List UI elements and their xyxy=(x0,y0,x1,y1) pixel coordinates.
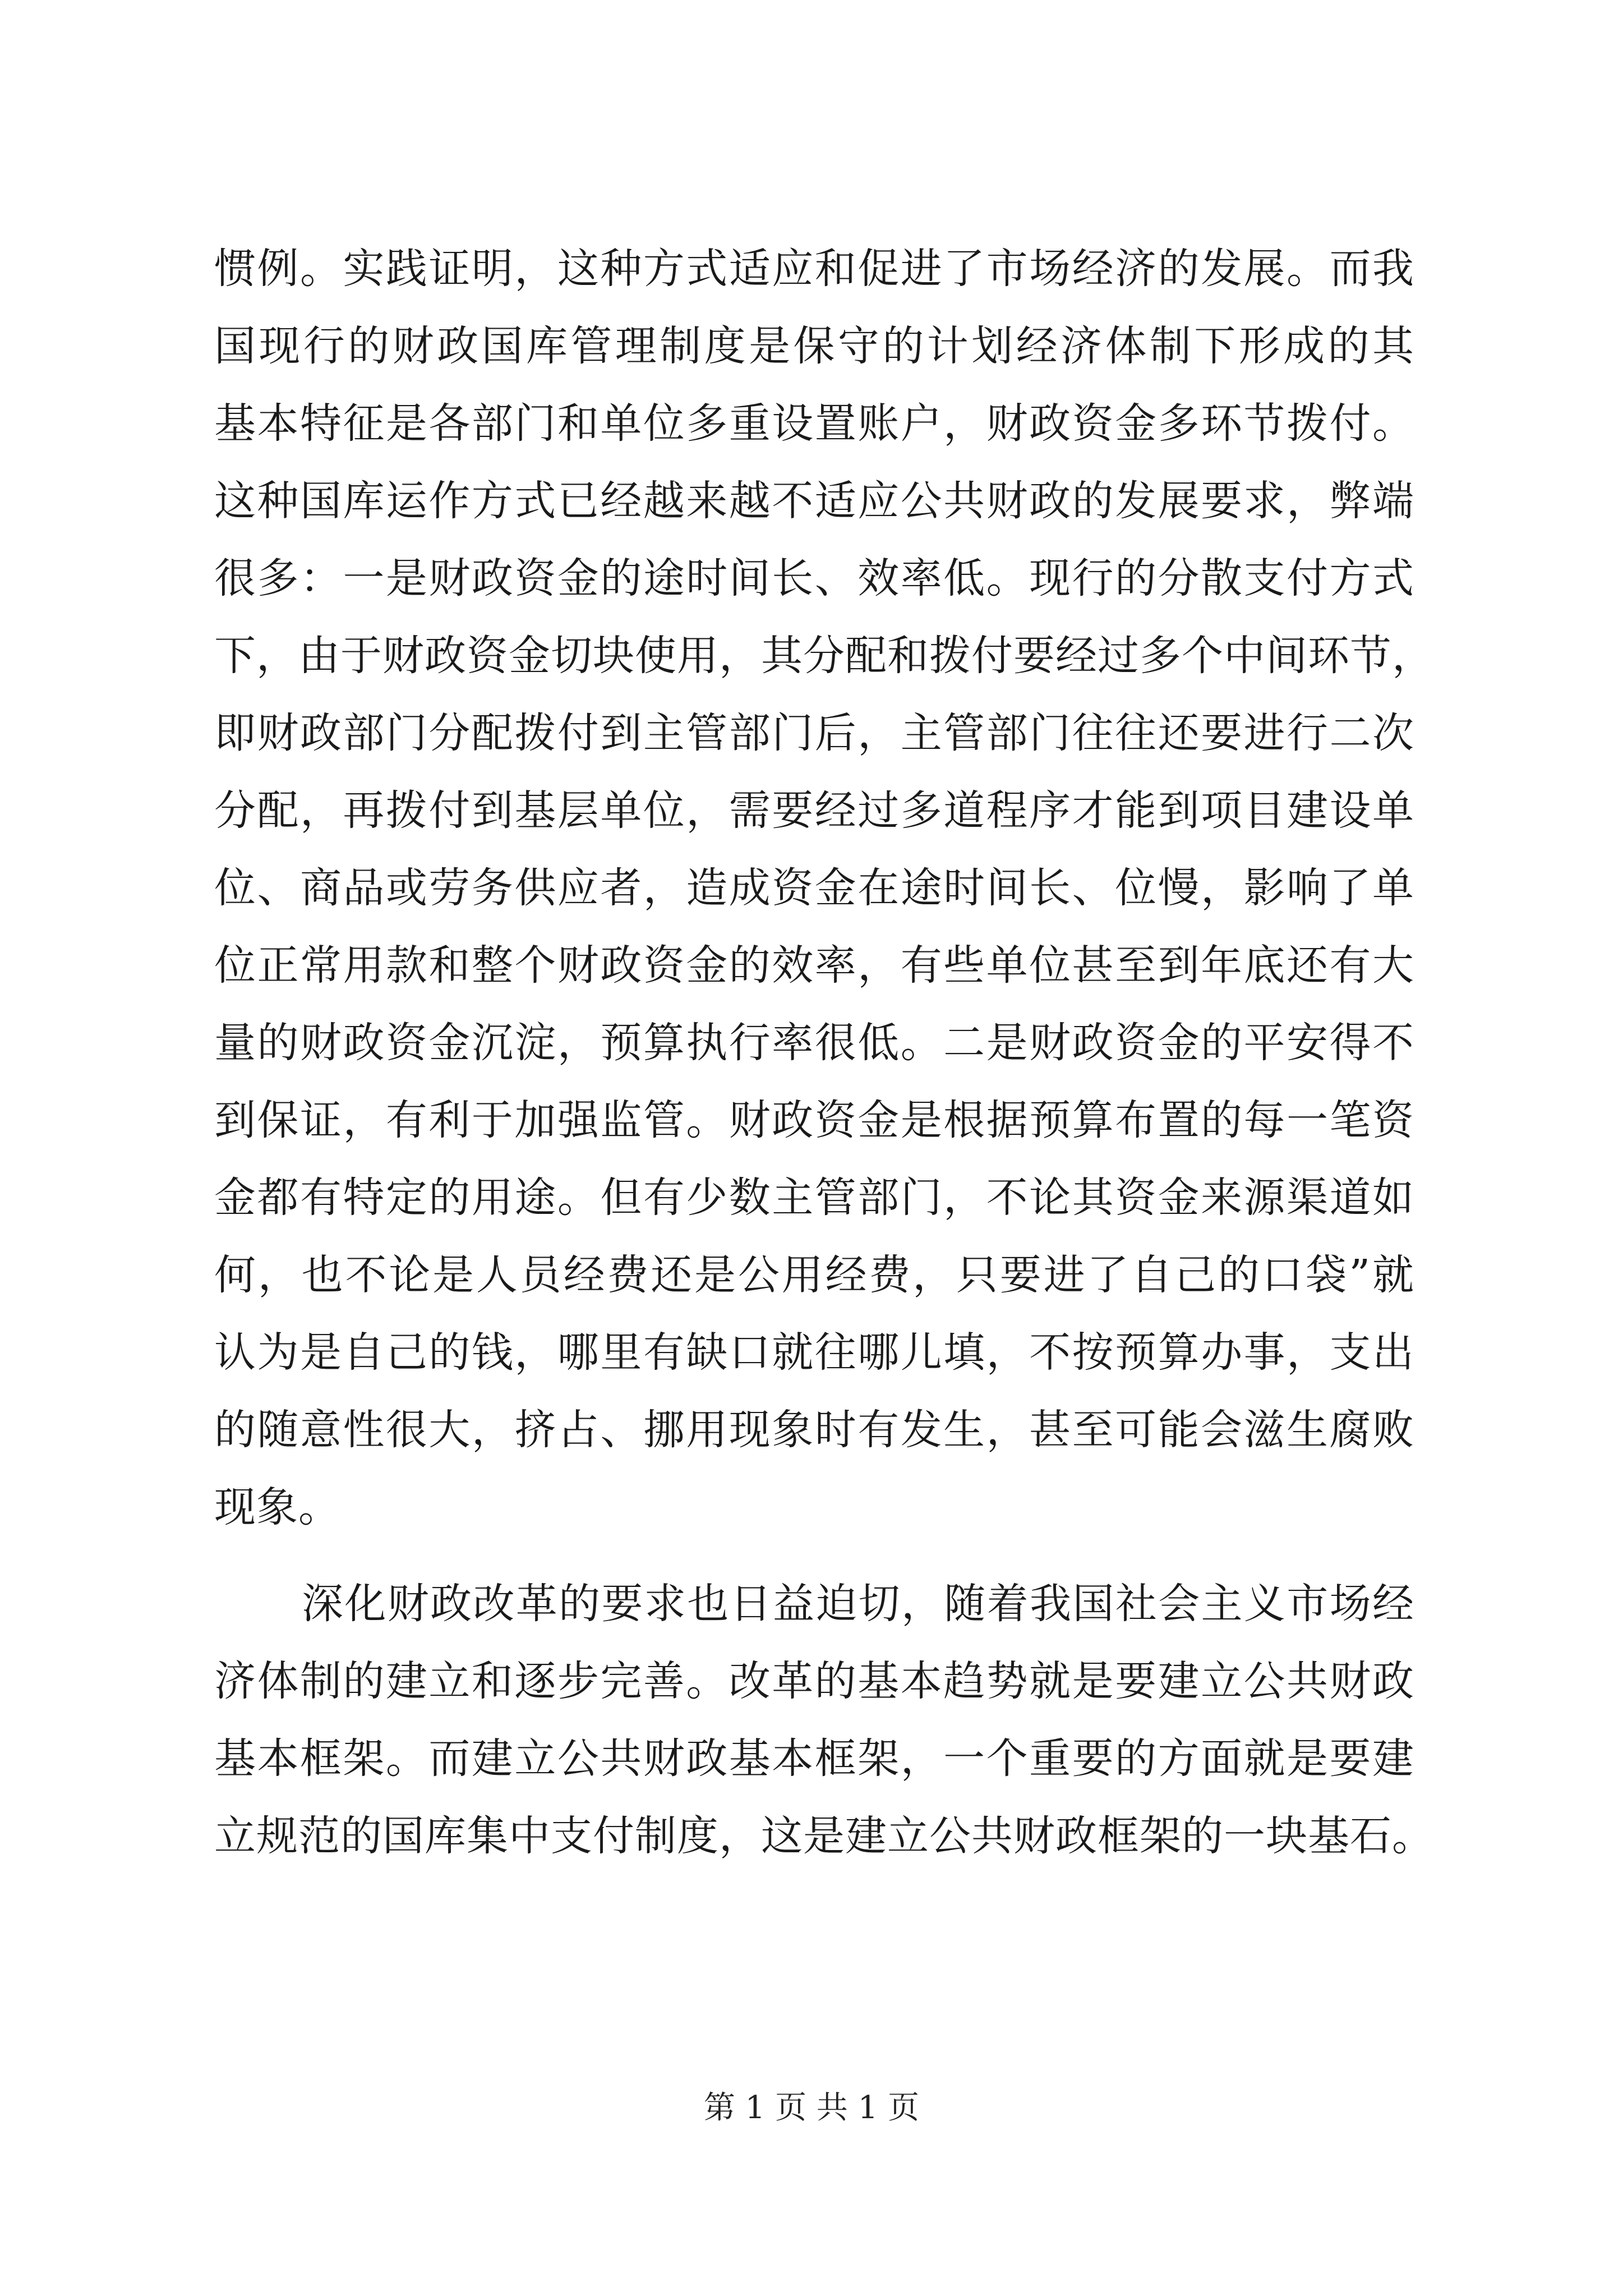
text-line: 何，也不论是人员经费还是公用经费，只要进了自己的口袋”就 xyxy=(214,1251,1414,1299)
text-line: 基本框架。而建立公共财政基本框架，一个重要的方面就是要建 xyxy=(214,1734,1414,1783)
text-line: 位正常用款和整个财政资金的效率，有些单位甚至到年底还有大 xyxy=(214,941,1414,990)
text-line: 惯例。实践证明，这种方式适应和促进了市场经济的发展。而我 xyxy=(214,245,1414,293)
text-line: 深化财政改革的要求也日益迫切，随着我国社会主义市场经 xyxy=(302,1580,1414,1628)
text-line: 现象。 xyxy=(214,1483,340,1531)
text-line: 济体制的建立和逐步完善。改革的基本趋势就是要建立公共财政 xyxy=(214,1657,1414,1705)
text-line: 到保证，有利于加强监管。财政资金是根据预算布置的每一笔资 xyxy=(214,1096,1414,1144)
paragraph-spacer xyxy=(214,1546,1414,1565)
page-number: 第 1 页 共 1 页 xyxy=(703,2090,920,2126)
text-line: 下，由于财政资金切块使用，其分配和拨付要经过多个中间环节， xyxy=(214,632,1434,680)
text-line: 国现行的财政国库管理制度是保守的计划经济体制下形成的其 xyxy=(214,322,1414,370)
text-line: 量的财政资金沉淀，预算执行率很低。二是财政资金的平安得不 xyxy=(214,1019,1414,1067)
text-line: 这种国库运作方式已经越来越不适应公共财政的发展要求，弊端 xyxy=(214,477,1414,525)
text-line: 基本特征是各部门和单位多重设置账户，财政资金多环节拨付。 xyxy=(214,399,1414,448)
text-line: 即财政部门分配拨付到主管部门后，主管部门往往还要进行二次 xyxy=(214,709,1414,757)
text-line: 位、商品或劳务供应者，造成资金在途时间长、位慢，影响了单 xyxy=(214,864,1414,912)
text-line: 很多：一是财政资金的途时间长、效率低。现行的分散支付方式 xyxy=(214,554,1414,602)
text-line: 的随意性很大，挤占、挪用现象时有发生，甚至可能会滋生腐败 xyxy=(214,1406,1414,1454)
text-line: 分配，再拨付到基层单位，需要经过多道程序才能到项目建设单 xyxy=(214,786,1414,835)
text-line: 立规范的国库集中支付制度，这是建立公共财政框架的一块基石。 xyxy=(214,1812,1434,1860)
text-line: 金都有特定的用途。但有少数主管部门，不论其资金来源渠道如 xyxy=(214,1174,1414,1222)
paragraph xyxy=(214,1565,1434,1875)
text-line: 认为是自己的钱，哪里有缺口就往哪儿填，不按预算办事，支出 xyxy=(214,1328,1414,1377)
document-body xyxy=(214,230,1434,1875)
page-footer xyxy=(0,2086,1623,2131)
paragraph xyxy=(214,230,1434,1546)
